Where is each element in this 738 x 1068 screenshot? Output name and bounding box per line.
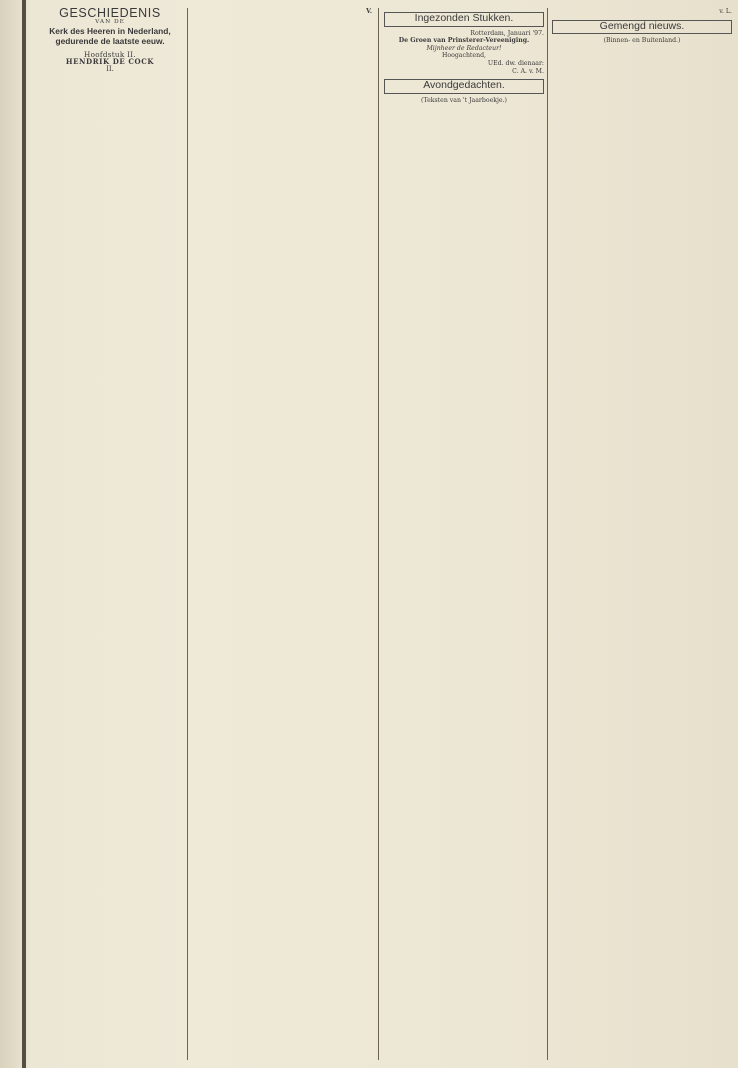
column-1: [36, 8, 184, 1062]
column-rule: [547, 8, 548, 1060]
previous-page-column: [0, 8, 20, 1062]
signoff-vl: v. L.: [719, 8, 732, 15]
article-subtitle: Kerk des Heeren in Nederland, gedurende de laatste eeuw.: [49, 26, 171, 46]
gemengd-subheader: (Binnen- en Buitenland.): [603, 37, 681, 45]
ingezonden-sender-line: UEd. dw. dienaar:: [487, 59, 544, 67]
column-3: [384, 8, 544, 1062]
column-rule: [378, 8, 379, 1060]
gemengd-header: Gemengd nieuws.: [552, 20, 732, 35]
page-gutter: [22, 0, 26, 1068]
chapter-heading: Hoofdstuk II.: [84, 49, 136, 59]
avondgedachten-subheader: (Teksten van 't Jaarboekje.): [421, 96, 507, 104]
column-rule: [187, 8, 188, 1060]
article-title: GESCHIEDENIS: [59, 8, 161, 20]
avondgedachten-header: Avondgedachten.: [384, 79, 544, 94]
ingezonden-sender-initials: C. A. v. M.: [512, 67, 544, 75]
ingezonden-subject: De Groen van Prinsterer-Vereeniging.: [398, 37, 530, 45]
ingezonden-place-date: Rotterdam, Januari '97.: [470, 29, 544, 37]
column-2: [192, 8, 372, 1062]
chapter-person: HENDRIK DE COCK: [65, 57, 155, 67]
article-title-van-de: VAN DE: [95, 18, 125, 25]
chapter-part: II.: [106, 64, 114, 73]
ingezonden-closing: Hoogachtend,: [441, 52, 486, 60]
column-4: [552, 8, 732, 1062]
signoff-v: V.: [366, 8, 372, 15]
ingezonden-header: Ingezonden Stukken.: [384, 12, 544, 27]
ingezonden-salutation: Mijnheer de Redacteur!: [426, 44, 502, 52]
